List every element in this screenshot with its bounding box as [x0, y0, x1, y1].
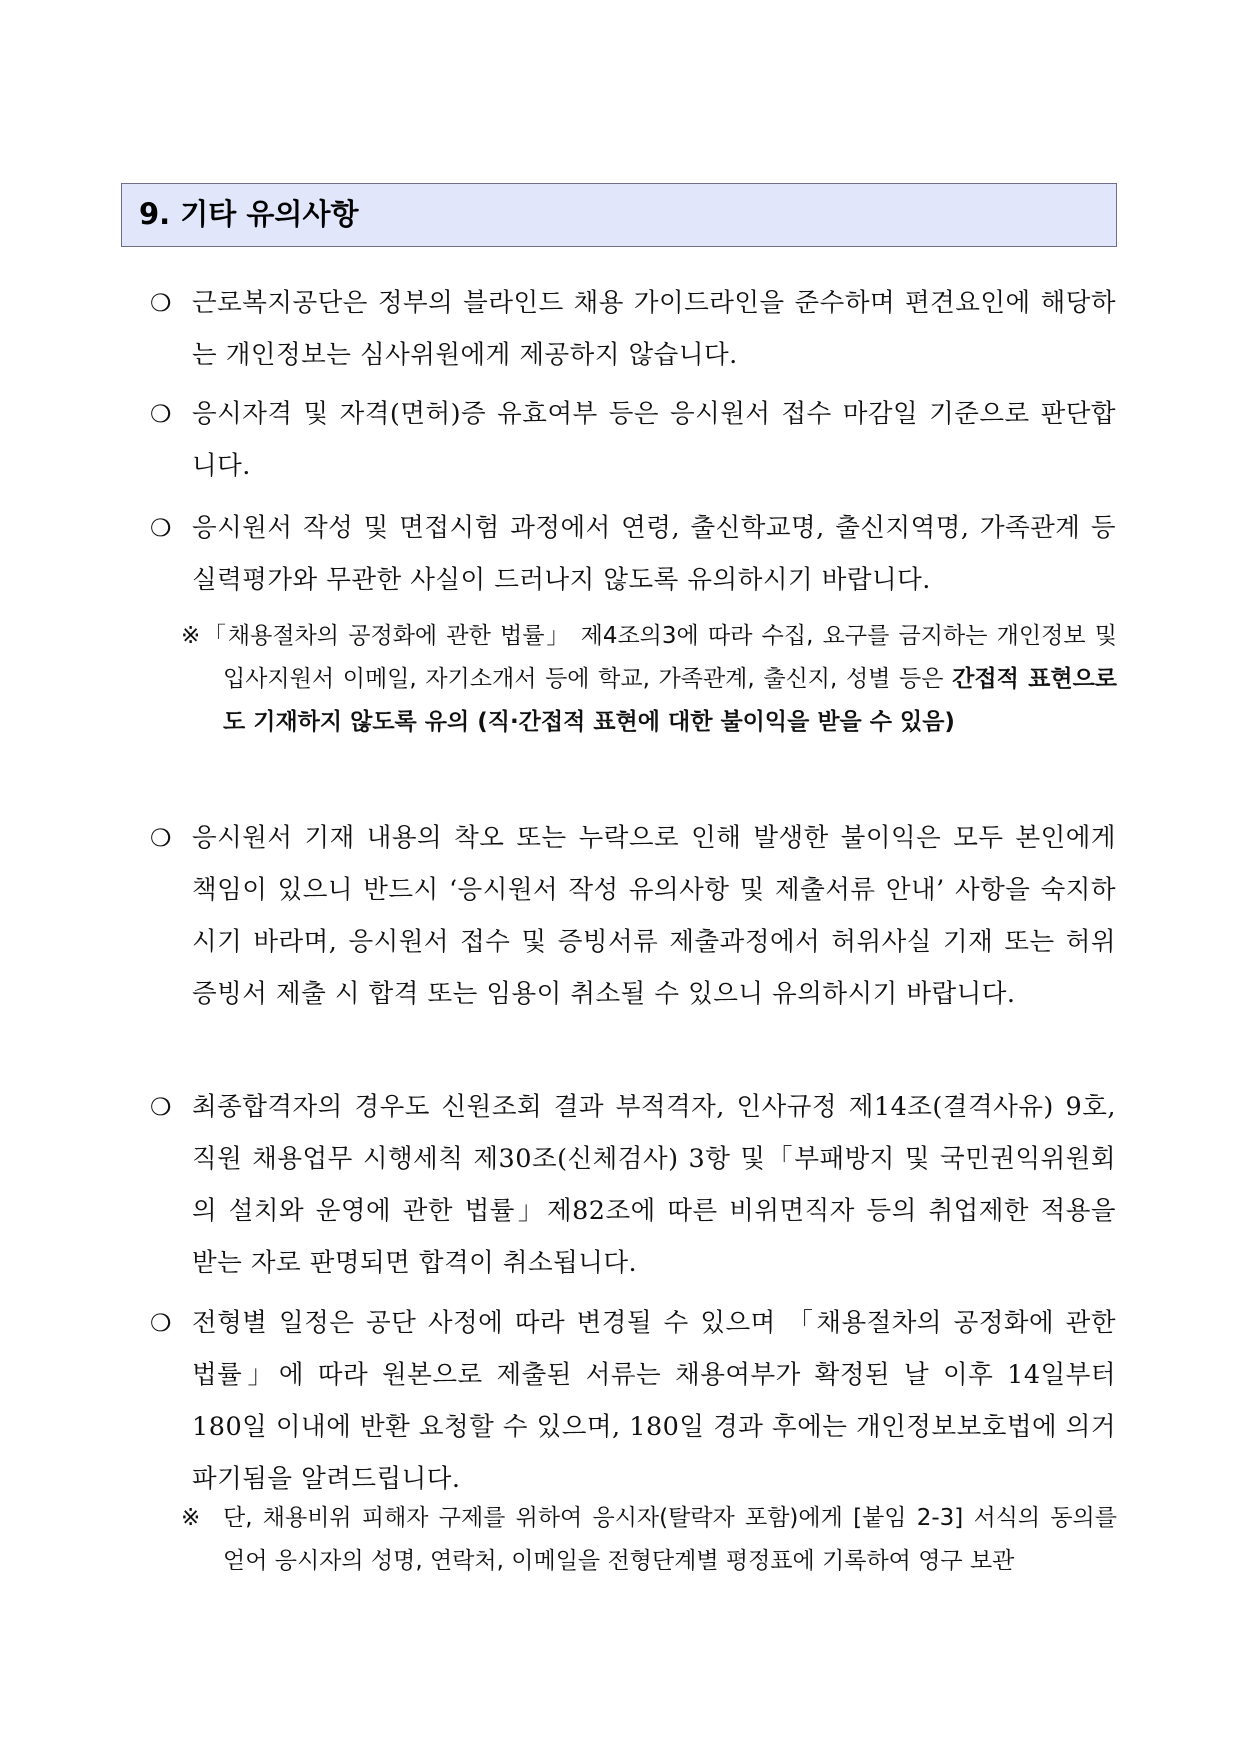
note-text: 「채용절차의 공정화에 관한 법률」 제4조의3에 따라 수집, 요구를 금지하는 개인정보 및 입사지원서 이메일, 자기소개서 등에 학교, 가족관계, 출신지, 성별 등은 [203, 623, 1117, 692]
notice-item [150, 502, 1116, 606]
notice-text: 최종합격자의 경우도 신원조회 결과 부적격자, 인사규정 제14조(결격사유) 9호, 직원 채용업무 시행세칙 제30조(신체검사) 3항 및「부패방지 및 국민권익위원회의 설치와 운영에 관한 법률」제82조에 따른 비위면직자 등의 취업제한 적용을 받는 자로 판명되면 합격이 취소됩니다. [192, 1092, 1116, 1278]
notice-item [150, 812, 1116, 1020]
note-bold-text: 간접적 표현으로도 기재하지 않도록 유의 (직·간접적 표현에 대한 불이익을 받을 수 있음) [223, 666, 1118, 735]
bullet-icon: ❍ [150, 824, 172, 852]
bullet-icon: ❍ [150, 289, 172, 317]
notice-item [150, 1297, 1116, 1505]
notice-item [150, 277, 1116, 381]
note-block [181, 615, 1117, 744]
note-text: 단, 채용비위 피해자 구제를 위하여 응시자(탈락자 포함)에게 [붙임 2-3] 서식의 동의를 얻어 응시자의 성명, 연락처, 이메일을 전형단계별 평정표에 기록하여 영구 보관 [223, 1505, 1117, 1574]
notice-text: 응시원서 작성 및 면접시험 과정에서 연령, 출신학교명, 출신지역명, 가족관계 등 실력평가와 무관한 사실이 드러나지 않도록 유의하시기 바랍니다. [192, 513, 1116, 595]
notice-text: 근로복지공단은 정부의 블라인드 채용 가이드라인을 준수하며 편견요인에 해당하는 개인정보는 심사위원에게 제공하지 않습니다. [192, 288, 1116, 370]
notice-item [150, 388, 1116, 492]
bullet-icon: ❍ [150, 1309, 172, 1337]
notice-text: 전형별 일정은 공단 사정에 따라 변경될 수 있으며 「채용절차의 공정화에 관한 법률」에 따라 원본으로 제출된 서류는 채용여부가 확정된 날 이후 14일부터 180일 이내에 반환 요청할 수 있으며, 180일 경과 후에는 개인정보보호법에 의거 파기됨을 알려드립니다. [192, 1308, 1116, 1494]
note-mark-icon: ※ [181, 623, 201, 649]
note-mark-icon: ※ [181, 1505, 201, 1531]
bullet-icon: ❍ [150, 514, 172, 542]
note-block [181, 1497, 1117, 1583]
bullet-icon: ❍ [150, 1093, 172, 1121]
notice-item [150, 1081, 1116, 1289]
notice-text: 응시자격 및 자격(면허)증 유효여부 등은 응시원서 접수 마감일 기준으로 판단합니다. [192, 399, 1116, 481]
notice-text: 응시원서 기재 내용의 착오 또는 누락으로 인해 발생한 불이익은 모두 본인에게 책임이 있으니 반드시 ‘응시원서 작성 유의사항 및 제출서류 안내’ 사항을 숙지하시기 바라며, 응시원서 접수 및 증빙서류 제출과정에서 허위사실 기재 또는 허위증빙서 제출 시 합격 또는 임용이 취소될 수 있으니 유의하시기 바랍니다. [192, 823, 1116, 1009]
bullet-icon: ❍ [150, 400, 172, 428]
section-title: 9. 기타 유의사항 [121, 183, 1117, 247]
